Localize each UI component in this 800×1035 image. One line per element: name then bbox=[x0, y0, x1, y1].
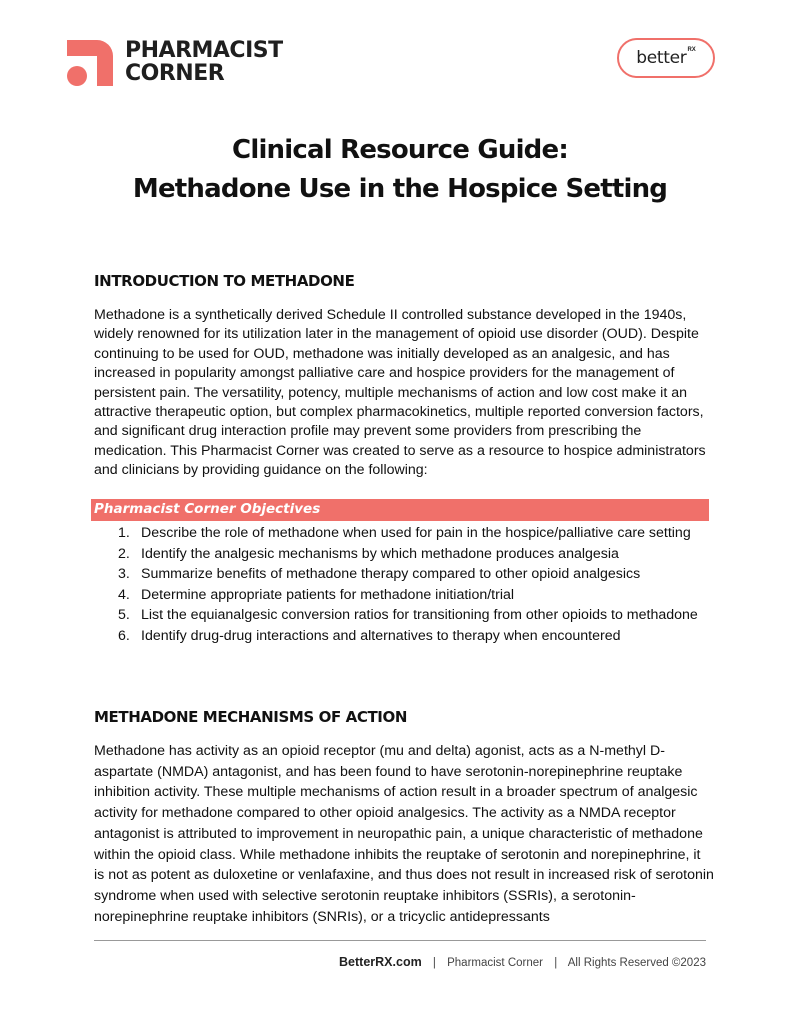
objective-text: Summarize benefits of methadone therapy compared to other opioid analgesics bbox=[141, 566, 641, 582]
objective-number: 4. bbox=[118, 586, 130, 603]
objective-item bbox=[118, 605, 718, 626]
document-title-line-2: Methadone Use in the Hospice Setting bbox=[132, 174, 668, 204]
footer-brand: Pharmacist Corner bbox=[447, 957, 543, 969]
objective-text: Determine appropriate patients for methadone initiation/trial bbox=[141, 586, 515, 603]
objectives-banner bbox=[91, 499, 709, 521]
objective-text: Identify drug-drug interactions and alternatives to therapy when encountered bbox=[141, 627, 621, 644]
page-footer bbox=[339, 955, 706, 969]
footer-site-link[interactable]: BetterRX.com bbox=[339, 955, 422, 969]
betterrx-logo-word: better bbox=[636, 48, 687, 68]
objective-number: 3. bbox=[118, 566, 130, 582]
objective-text: List the equianalgesic conversion ratios for transitioning from other opioids to methadone bbox=[141, 607, 698, 623]
objectives-list bbox=[118, 523, 718, 646]
objective-item bbox=[118, 626, 718, 647]
objective-text: Identify the analgesic mechanisms by which methadone produces analgesia bbox=[141, 545, 619, 562]
logo-line-1: PHARMACIST bbox=[125, 38, 283, 63]
footer-divider bbox=[94, 940, 706, 941]
objectives-title: Pharmacist Corner Objectives bbox=[94, 501, 321, 517]
objective-item bbox=[118, 564, 718, 585]
objective-item bbox=[118, 585, 718, 606]
objective-number: 6. bbox=[118, 627, 130, 644]
objective-item bbox=[118, 523, 718, 544]
logo-wordmark bbox=[125, 39, 283, 85]
logo-line-2: CORNER bbox=[125, 61, 225, 86]
betterrx-logo-superscript: RX bbox=[687, 47, 696, 53]
objective-number: 1. bbox=[118, 525, 130, 541]
document-title-line-1: Clinical Resource Guide: bbox=[232, 135, 568, 165]
objective-item bbox=[118, 544, 718, 565]
footer-separator: | bbox=[432, 957, 436, 969]
objective-number: 2. bbox=[118, 545, 130, 562]
objective-number: 5. bbox=[118, 607, 130, 623]
footer-separator: | bbox=[554, 957, 558, 969]
moa-heading: METHADONE MECHANISMS OF ACTION bbox=[94, 708, 407, 726]
pharmacist-corner-logo-icon bbox=[67, 40, 113, 86]
objective-text: Describe the role of methadone when used for pain in the hospice/palliative care setting bbox=[141, 525, 691, 541]
footer-rights: All Rights Reserved ©2023 bbox=[567, 957, 706, 969]
betterrx-logo-badge bbox=[617, 38, 715, 78]
intro-heading: INTRODUCTION TO METHADONE bbox=[94, 272, 355, 290]
intro-paragraph: Methadone is a synthetically derived Schedule II controlled substance developed in the 1940s, widely renowned for its utilization later in the management of opioid use disorder (OUD). Despite continuing to be used for OUD, methadone was initially developed as an analgesic, and has increased in popularity amongst palliative care and hospice providers for the management of persistent pain. The versatility, potency, multiple mechanisms of action and low cost make it an attractive therapeutic option, but complex pharmacokinetics, multiple reported conversion factors, and significant drug interaction profile may prevent some providers from prescribing the medication. This Pharmacist Corner was created to serve as a resource to hospice administrators and clinicians by providing guidance on the following: bbox=[94, 307, 706, 479]
moa-paragraph: Methadone has activity as an opioid receptor (mu and delta) agonist, acts as a N-methyl D-aspartate (NMDA) antagonist, and has been found to have serotonin-norepinephrine reuptake inhibition activity. These multiple mechanisms of action result in a broader spectrum of analgesic activity for methadone compared to other opioid analgesics. The activity as a NMDA receptor antagonist is attributed to improvement in neuropathic pain, a unique characteristic of methadone within the opioid class. While methadone inhibits the reuptake of serotonin and norepinephrine, it is not as potent as duloxetine or venlafaxine, and thus does not result in increased risk of serotonin syndrome when used with selective serotonin reuptake inhibitors (SSRIs), a serotonin-norepinephrine reuptake inhibitors (SNRIs), or a tricyclic antidepressants bbox=[94, 743, 714, 925]
